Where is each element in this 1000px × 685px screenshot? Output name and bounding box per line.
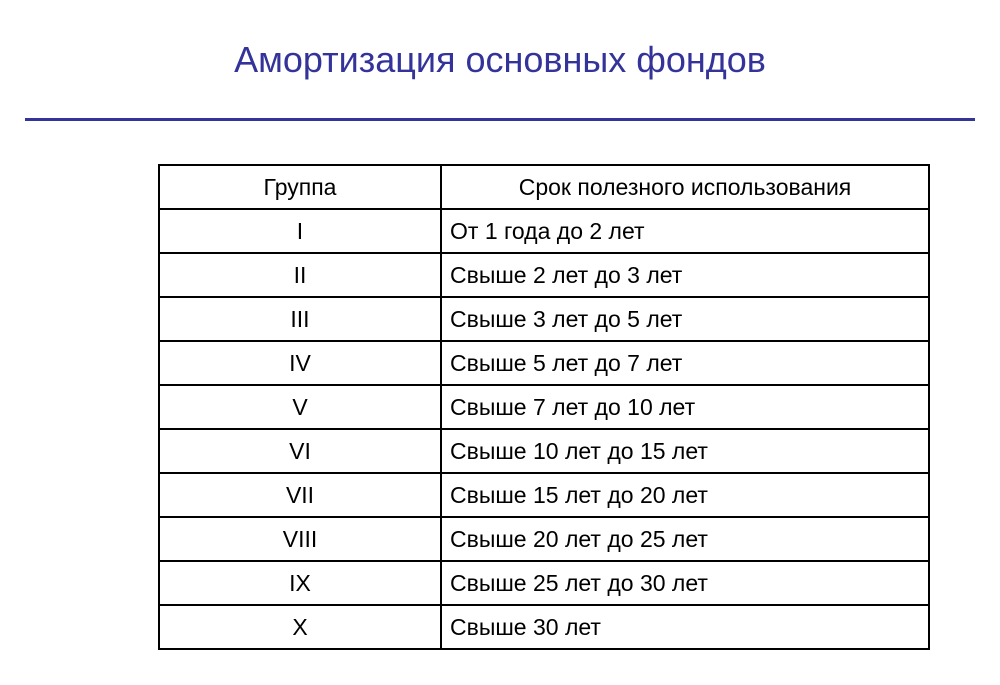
table-row	[159, 561, 929, 605]
group-cell: IV	[159, 341, 441, 385]
table-header-row	[159, 165, 929, 209]
period-cell: Свыше 3 лет до 5 лет	[441, 297, 929, 341]
table-row	[159, 297, 929, 341]
header-group: Группа	[159, 165, 441, 209]
table-row	[159, 209, 929, 253]
period-cell: Свыше 15 лет до 20 лет	[441, 473, 929, 517]
group-cell: VI	[159, 429, 441, 473]
table-row	[159, 385, 929, 429]
table-row	[159, 517, 929, 561]
title-divider	[25, 118, 975, 121]
table-row	[159, 253, 929, 297]
group-cell: VIII	[159, 517, 441, 561]
period-cell: Свыше 20 лет до 25 лет	[441, 517, 929, 561]
header-useful-life: Срок полезного использования	[441, 165, 929, 209]
depreciation-table	[158, 164, 930, 650]
period-cell: Свыше 2 лет до 3 лет	[441, 253, 929, 297]
group-cell: IX	[159, 561, 441, 605]
group-cell: V	[159, 385, 441, 429]
period-cell: Свыше 7 лет до 10 лет	[441, 385, 929, 429]
period-cell: От 1 года до 2 лет	[441, 209, 929, 253]
period-cell: Свыше 25 лет до 30 лет	[441, 561, 929, 605]
table-row	[159, 341, 929, 385]
table-row	[159, 429, 929, 473]
group-cell: III	[159, 297, 441, 341]
group-cell: VII	[159, 473, 441, 517]
period-cell: Свыше 10 лет до 15 лет	[441, 429, 929, 473]
table-row	[159, 473, 929, 517]
period-cell: Свыше 30 лет	[441, 605, 929, 649]
depreciation-table-container	[158, 164, 930, 650]
slide-title: Амортизация основных фондов	[234, 39, 766, 80]
group-cell: X	[159, 605, 441, 649]
group-cell: II	[159, 253, 441, 297]
table-row	[159, 605, 929, 649]
period-cell: Свыше 5 лет до 7 лет	[441, 341, 929, 385]
group-cell: I	[159, 209, 441, 253]
